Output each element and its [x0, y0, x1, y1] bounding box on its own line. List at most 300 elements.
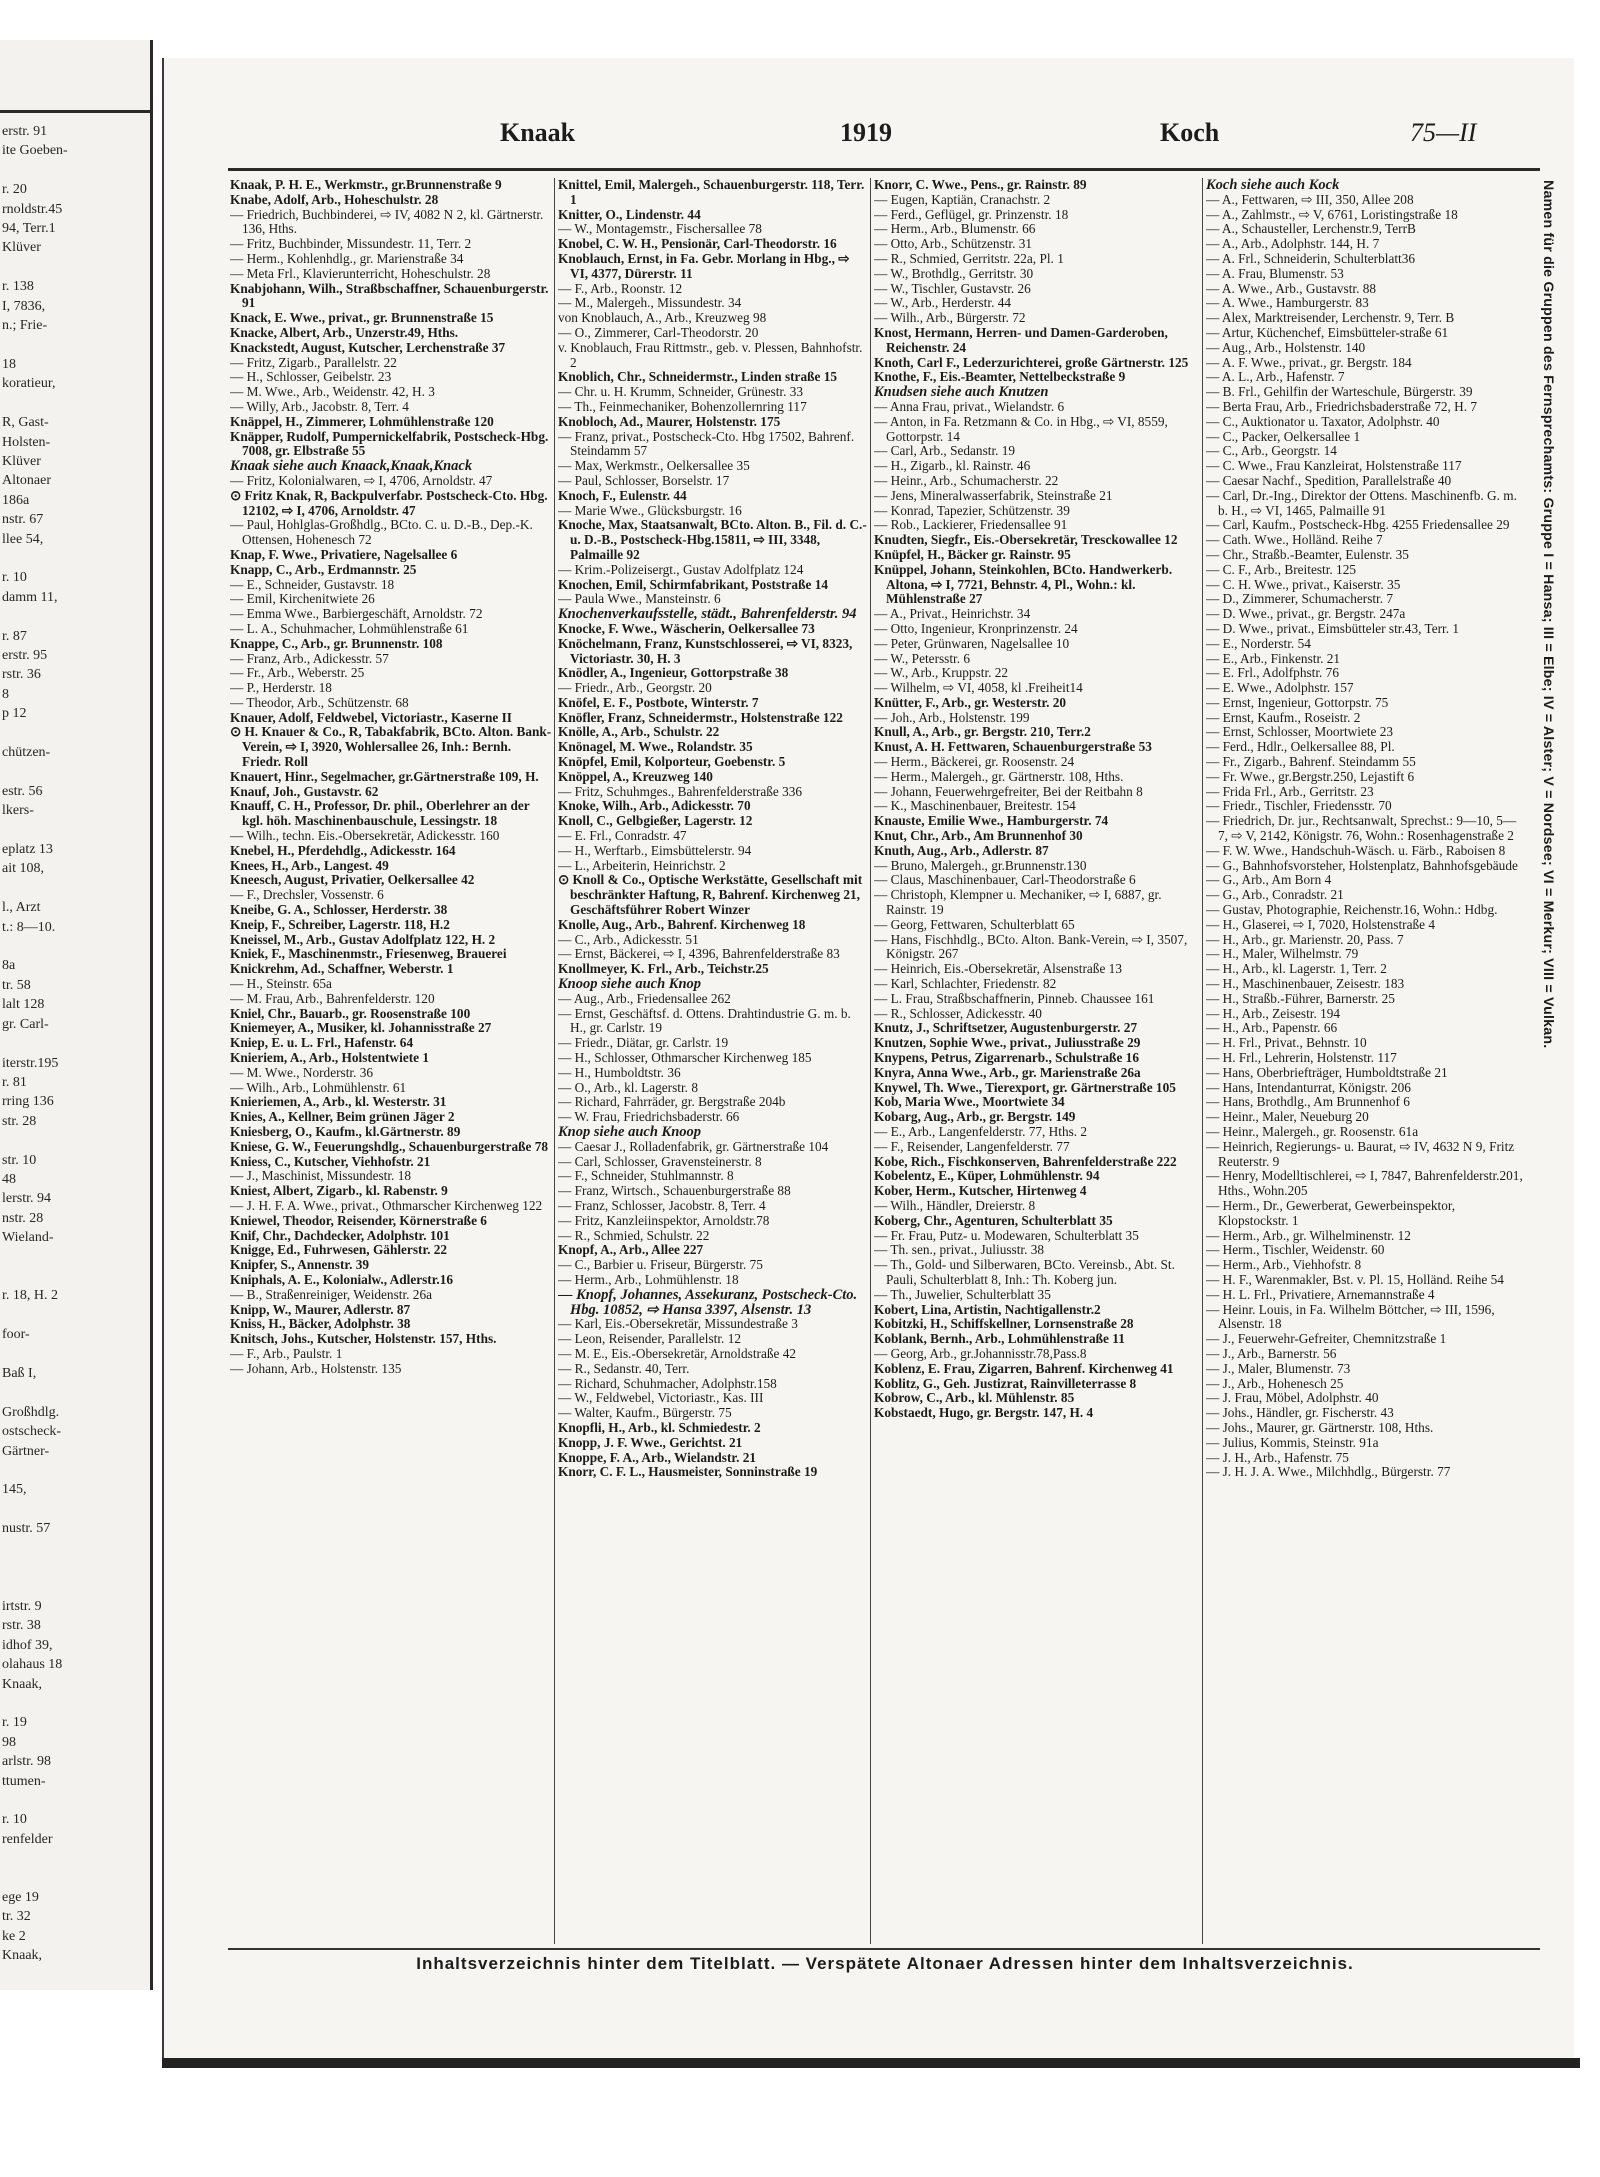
directory-entry: — H., Arb., gr. Marienstr. 20, Pass. 7	[1206, 931, 1404, 947]
directory-entry: — C., Barbier u. Friseur, Bürgerstr. 75	[558, 1257, 763, 1273]
directory-entry: — C., Auktionator u. Taxator, Adolphstr. 40	[1206, 413, 1440, 429]
directory-entry: — Th. sen., privat., Juliusstr. 38	[874, 1242, 1045, 1258]
previous-page-fragment: r. 87	[2, 628, 27, 644]
directory-entry: Knoke, Wilh., Arb., Adickesstr. 70	[558, 798, 751, 814]
previous-page-fragment: nstr. 28	[2, 1210, 44, 1226]
directory-entry: Koblenz, E. Frau, Zigarren, Bahrenf. Kirchenweg 41	[874, 1360, 1174, 1376]
directory-entry: — Krim.-Polizeisergt., Gustav Adolfplatz 124	[558, 561, 804, 577]
directory-entry: — L. Frau, Straßbschaffnerin, Pinneb. Chaussee 161	[874, 990, 1155, 1006]
header-year: 1919	[840, 118, 892, 147]
previous-page-fragment: ait 108,	[2, 861, 44, 877]
directory-entry: — Emma Wwe., Barbiergeschäft, Arnoldstr. 72	[230, 606, 483, 622]
directory-entry: — C. Wwe., Frau Kanzleirat, Holstenstraße 117	[1206, 458, 1462, 474]
directory-entry: Kobstaedt, Hugo, gr. Bergstr. 147, H. 4	[874, 1405, 1094, 1421]
directory-entry: — D., Zimmerer, Schumacherstr. 7	[1206, 591, 1394, 607]
previous-page-fragment: I, 7836,	[2, 298, 46, 314]
margin-note-text: Namen für die Gruppen des Fernsprechamts: Gruppe I = Hansa; III = Elbe; IV = Alster; V = Nordsee; VI = Merkur; VIII = Vulkan.	[1540, 180, 1556, 1049]
directory-entry: Knitsch, Johs., Kutscher, Holstenstr. 157, Hths.	[230, 1331, 497, 1347]
directory-entry: Knaak siehe auch Knaack,Knaak,Knack	[230, 458, 473, 475]
directory-entry: Kniel, Chr., Bauarb., gr. Roosenstraße 100	[230, 1005, 471, 1021]
directory-entry: Knust, A. H. Fettwaren, Schauenburgerstraße 53	[874, 739, 1152, 755]
previous-page-fragment: Gärtner-	[2, 1443, 50, 1459]
previous-page-fragment: r. 18, H. 2	[2, 1288, 58, 1304]
directory-entry: Knäppel, H., Zimmerer, Lohmühlenstraße 120	[230, 413, 494, 429]
directory-entry: — Ernst, Schlosser, Moortwiete 23	[1206, 724, 1394, 740]
directory-entry: — A., Zahlmstr., ⇨ V, 6761, Loristingstraße 18	[1206, 206, 1458, 222]
previous-page-fragment: erstr. 95	[2, 647, 48, 663]
directory-entry: — O., Zimmerer, Carl-Theodorstr. 20	[558, 324, 759, 340]
directory-entry: — P., Herderstr. 18	[230, 680, 332, 696]
previous-page-fragment: chützen-	[2, 745, 51, 760]
directory-entry: — Ernst, Ingenieur, Gottorpstr. 75	[1206, 694, 1389, 710]
directory-entry: ⊙ H. Knauer & Co., R, Tabakfabrik, BCto. Alton. Bank-Verein, ⇨ I, 3920, Wohlersallee 26, Inh.: Bernh. Friedr. Roll	[230, 724, 552, 770]
previous-page-fragment: tr. 58	[2, 977, 31, 993]
directory-entry: Knutz, J., Schriftsetzer, Augustenburgerstr. 27	[874, 1020, 1138, 1036]
previous-page-fragment: r. 81	[2, 1074, 27, 1090]
previous-page-fragment: Knaak,	[2, 1676, 43, 1692]
previous-page-fragment	[0, 879, 150, 898]
directory-entry: Knölle, A., Arb., Schulstr. 22	[558, 724, 720, 740]
directory-entry: — H., Humboldtstr. 36	[558, 1064, 681, 1080]
directory-entry: — J. H. F. A. Wwe., privat., Othmarscher Kirchenweg 122	[230, 1197, 543, 1213]
directory-entry: Knöfel, E. F., Postbote, Winterstr. 7	[558, 694, 759, 710]
directory-entry: — W., Arb., Kruppstr. 22	[874, 665, 1009, 681]
directory-entry: — J. Frau, Möbel, Adolphstr. 40	[1206, 1390, 1379, 1406]
directory-entry: — A., Privat., Heinrichstr. 34	[874, 606, 1031, 622]
directory-entry: — Heinrich, Regierungs- u. Baurat, ⇨ IV, 4632 N 9, Fritz Reuterstr. 9	[1206, 1138, 1515, 1169]
previous-page-fragment	[0, 258, 150, 277]
previous-page-fragment	[0, 1383, 150, 1402]
directory-entry: Knitter, O., Lindenstr. 44	[558, 206, 701, 222]
directory-entry: Knödler, A., Ingenieur, Gottorpstraße 38	[558, 665, 789, 681]
previous-page-fragments	[0, 122, 150, 1966]
directory-entry: Knoop siehe auch Knop	[558, 976, 702, 993]
directory-entry: Knyra, Anna Wwe., Arb., gr. Marienstraße 26a	[874, 1064, 1141, 1080]
footer-note: Inhaltsverzeichnis hinter dem Titelblatt. — Verspätete Altonaer Adressen hinter dem Inhaltsverzeichnis.	[416, 1954, 1354, 1973]
column-4	[1206, 178, 1524, 1944]
directory-entry: — E., Arb., Langenfelderstr. 77, Hths. 2	[874, 1124, 1088, 1139]
previous-page-fragment	[0, 1558, 150, 1577]
directory-entry: Knorr, C. F. L., Hausmeister, Sonninstraße 19	[558, 1464, 818, 1480]
directory-entry: — Herm., Arb., Lohmühlenstr. 18	[558, 1271, 739, 1287]
directory-entry: — Hans, Oberbriefträger, Humboldtstraße 21	[1206, 1064, 1448, 1080]
previous-page-fragment: lkers-	[2, 803, 34, 819]
directory-entry: Koberg, Chr., Agenturen, Schulterblatt 35	[874, 1212, 1113, 1228]
previous-page-fragment: Wieland-	[2, 1230, 54, 1246]
directory-entry: — Caesar J., Rolladenfabrik, gr. Gärtnerstraße 104	[558, 1138, 829, 1154]
directory-entry: Knothe, F., Eis.-Beamter, Nettelbeckstraße 9	[874, 369, 1126, 385]
previous-page-fragment	[0, 1577, 150, 1596]
directory-entry: — Julius, Kommis, Steinstr. 91a	[1206, 1434, 1379, 1450]
previous-page-fragment	[0, 335, 150, 354]
directory-entry: — J. H., Arb., Hafenstr. 75	[1206, 1449, 1349, 1465]
directory-entry: Knipp, W., Maurer, Adlerstr. 87	[230, 1301, 411, 1317]
previous-page-fragment: 94, Terr.1	[2, 221, 56, 237]
previous-page-fragment	[0, 1306, 150, 1325]
directory-entry: Knigge, Ed., Fuhrwesen, Gählerstr. 22	[230, 1242, 448, 1258]
directory-entry: — E. Wwe., Adolphstr. 157	[1206, 680, 1354, 696]
directory-entry: Kobrow, C., Arb., kl. Mühlenstr. 85	[874, 1390, 1075, 1406]
directory-entry: — M. Frau, Arb., Bahrenfelderstr. 120	[230, 990, 435, 1006]
previous-page-fragment: ege 19	[2, 1889, 39, 1905]
directory-entry: Knebel, H., Pferdehdlg., Adickesstr. 164	[230, 842, 456, 858]
directory-entry: ⊙ Fritz Knak, R, Backpulverfabr. Postscheck-Cto. Hbg. 12102, ⇨ I, 4706, Arnoldstr. 47	[230, 487, 548, 518]
previous-page-fragment: r. 20	[2, 182, 27, 198]
previous-page-fragment: rnoldstr.45	[2, 201, 63, 217]
previous-page-fragment	[0, 821, 150, 840]
previous-page-fragment: 145,	[2, 1482, 27, 1498]
directory-entry: — Chr. u. H. Krumm, Schneider, Grünestr. 33	[558, 384, 804, 400]
directory-entry: — Fritz, Kolonialwaren, ⇨ I, 4706, Arnoldstr. 47	[230, 472, 493, 488]
directory-entry: — C. H. Wwe., privat., Kaiserstr. 35	[1206, 576, 1401, 592]
directory-entry: — Anton, in Fa. Retzmann & Co. in Hbg., ⇨ VI, 8559, Gottorpstr. 14	[874, 413, 1168, 444]
directory-entry: — Herm., Arb., Blumenstr. 66	[874, 221, 1036, 237]
previous-page-fragment: Klüver	[2, 453, 41, 469]
directory-entry: Kniess, C., Kutscher, Viehhofstr. 21	[230, 1153, 431, 1169]
previous-page-fragment: r. 19	[2, 1715, 27, 1731]
directory-entry: Knäpper, Rudolf, Pumpernickelfabrik, Postscheck-Hbg. 7008, gr. Elbstraße 55	[230, 428, 549, 459]
directory-entry: — Heinr., Arb., Schumacherstr. 22	[874, 472, 1059, 488]
directory-entry: — W., Petersstr. 6	[874, 650, 971, 666]
previous-page-fragment: R, Gast-	[2, 415, 49, 431]
directory-entry: — Paul, Schlosser, Borselstr. 17	[558, 472, 730, 488]
directory-entry: Knauf, Joh., Gustavstr. 62	[230, 783, 379, 799]
directory-entry: — Rob., Lackierer, Friedensallee 91	[874, 517, 1068, 533]
directory-entry: — Fritz, Zigarb., Parallelstr. 22	[230, 354, 397, 370]
directory-entry: — C. F., Arb., Breitestr. 125	[1206, 561, 1357, 577]
directory-entry: — Carl, Kaufm., Postscheck-Hbg. 4255 Friedensallee 29	[1206, 517, 1510, 533]
previous-page-fragment: nustr. 57	[2, 1521, 51, 1537]
previous-page-fragment: Altonaer	[2, 473, 51, 489]
directory-entry: Kneibe, G. A., Schlosser, Herderstr. 38	[230, 902, 448, 918]
directory-entry: — M. Wwe., Arb., Weidenstr. 42, H. 3	[230, 384, 435, 400]
directory-entry: Knochenverkaufsstelle, städt., Bahrenfelderstr. 94	[558, 606, 857, 623]
previous-page-fragment	[0, 1034, 150, 1053]
directory-entry: — H. F., Warenmakler, Bst. v. Pl. 15, Holländ. Reihe 54	[1206, 1271, 1504, 1287]
directory-entry: — Herm., Tischler, Weidenstr. 60	[1206, 1242, 1385, 1258]
previous-page-fragment: p 12	[2, 706, 27, 722]
directory-entry: — K., Maschinenbauer, Breitestr. 154	[874, 798, 1076, 814]
directory-entry: Knypens, Petrus, Zigarrenarb., Schulstraße 16	[874, 1050, 1139, 1066]
directory-entry: — F., Drechsler, Vossenstr. 6	[230, 887, 384, 903]
directory-entry: — A., Schausteller, Lerchenstr.9, TerrB	[1206, 221, 1416, 237]
directory-entry: — Richard, Fahrräder, gr. Bergstraße 204b	[558, 1094, 786, 1110]
previous-page-fragment: irtstr. 9	[2, 1598, 42, 1614]
directory-entry: Knapp, C., Arb., Erdmannstr. 25	[230, 561, 417, 577]
directory-entry: — Knopf, Johannes, Assekuranz, Postscheck-Cto. Hbg. 10852, ⇨ Hansa 3397, Alsenstr. 13	[558, 1286, 858, 1318]
previous-page-fragment: olahaus 18	[2, 1657, 63, 1673]
directory-entry: — W., Montagemstr., Fischersallee 78	[558, 221, 762, 237]
directory-entry: — W., Arb., Herderstr. 44	[874, 295, 1012, 311]
directory-entry: — Franz, privat., Postscheck-Cto. Hbg 17502, Bahrenf. Steindamm 57	[558, 428, 855, 459]
directory-entry: Kniphals, A. E., Kolonialw., Adlerstr.16	[230, 1271, 454, 1287]
directory-entry: — R., Schmied, Gerritstr. 22a, Pl. 1	[874, 250, 1064, 266]
directory-entry: Kobelentz, E., Küper, Lohmühlenstr. 94	[874, 1168, 1100, 1184]
directory-entry: Knaak, P. H. E., Werkmstr., gr.Brunnenstraße 9	[230, 178, 502, 192]
directory-entry: — Willy, Arb., Jacobstr. 8, Terr. 4	[230, 398, 409, 414]
directory-entry: Knost, Hermann, Herren- und Damen-Garderoben, Reichenstr. 24	[874, 324, 1168, 355]
directory-entry: — W., Brothdlg., Gerritstr. 30	[874, 265, 1034, 281]
directory-entry: — Fritz, Buchbinder, Missundestr. 11, Terr. 2	[230, 236, 472, 252]
previous-page-fragment	[0, 1345, 150, 1364]
directory-entry: — Cath. Wwe., Holländ. Reihe 7	[1206, 532, 1383, 548]
directory-entry: Kobe, Rich., Fischkonserven, Bahrenfelderstraße 222	[874, 1153, 1177, 1169]
directory-entry: Knackstedt, August, Kutscher, Lerchenstraße 37	[230, 339, 506, 355]
directory-entry: — H., Steinstr. 65a	[230, 976, 332, 992]
directory-entry: — Eugen, Kaptiän, Cranachstr. 2	[874, 191, 1051, 207]
previous-page-fragment	[0, 1131, 150, 1150]
directory-entry: Knolle, Aug., Arb., Bahrenf. Kirchenweg 18	[558, 916, 806, 932]
directory-entry: — Th., Feinmechaniker, Bohenzollernring 117	[558, 398, 807, 414]
directory-entry: — R., Schmied, Schulstr. 22	[558, 1227, 710, 1243]
directory-entry: — F. W. Wwe., Handschuh-Wäsch. u. Färb., Raboisen 8	[1206, 842, 1506, 858]
directory-entry: Knöfler, Franz, Schneidermstr., Holstenstraße 122	[558, 709, 843, 725]
directory-entry: Knüppel, Johann, Steinkohlen, BCto. Handwerkerb. Altona, ⇨ I, 7721, Behnstr. 4, Pl., Wohn.: kl. Mühlenstraße 27	[874, 561, 1173, 607]
directory-entry: Knut, Chr., Arb., Am Brunnenhof 30	[874, 828, 1083, 844]
directory-entry: Kniesberg, O., Kaufm., kl.Gärtnerstr. 89	[230, 1124, 461, 1139]
directory-entry: — Georg, Fettwaren, Schulterblatt 65	[874, 916, 1075, 932]
directory-entry: Knopp, J. F. Wwe., Gerichtst. 21	[558, 1434, 743, 1450]
previous-page-fragment: damm 11,	[2, 589, 58, 605]
directory-entry: Knopfli, H., Arb., kl. Schmiedestr. 2	[558, 1419, 761, 1435]
previous-page-fragment: 186a	[2, 492, 30, 508]
directory-entry: — Henry, Modelltischlerei, ⇨ I, 7847, Bahrenfelderstr.201, Hths., Wohn.205	[1206, 1168, 1523, 1199]
directory-entry: Kneesch, August, Privatier, Oelkersallee 42	[230, 872, 475, 888]
directory-entry: — L. A., Schuhmacher, Lohmühlenstraße 61	[230, 620, 469, 636]
previous-page-fragment: str. 28	[2, 1113, 37, 1129]
previous-page-fragment	[0, 394, 150, 413]
directory-entry: Knickrehm, Ad., Schaffner, Weberstr. 1	[230, 961, 454, 977]
directory-entry: Knollmeyer, K. Frl., Arb., Teichstr.25	[558, 961, 769, 977]
directory-entry: — Fritz, Kanzleiinspektor, Arnoldstr.78	[558, 1212, 770, 1228]
directory-entry: — A., Fettwaren, ⇨ III, 350, Allee 208	[1206, 191, 1414, 207]
previous-page-fragment: arlstr. 98	[2, 1754, 51, 1770]
directory-entry: — J., Maschinist, Missundestr. 18	[230, 1168, 411, 1184]
directory-entry: Knoll, C., Gelbgießer, Lagerstr. 12	[558, 813, 753, 829]
directory-entry: — Friedrich, Dr. jur., Rechtsanwalt, Sprechst.: 9—10, 5—7, ⇨ V, 2142, Königstr. 76, Wohn.: Rosenhagenstraße 2	[1206, 813, 1517, 844]
directory-entry: — Herm., Malergeh., gr. Gärtnerstr. 108, Hths.	[874, 768, 1124, 784]
previous-page-fragment	[0, 762, 150, 781]
directory-entry: — Hans, Brothdlg., Am Brunnenhof 6	[1206, 1094, 1410, 1110]
directory-entry: Knoch, F., Eulenstr. 44	[558, 487, 687, 503]
previous-page-fragment: Großhdlg.	[2, 1404, 60, 1420]
directory-entry: — Heinr., Malergeh., gr. Roosenstr. 61a	[1206, 1124, 1419, 1139]
directory-entry: — H., Straßb.-Führer, Barnerstr. 25	[1206, 990, 1395, 1006]
directory-entry: Kniek, F., Maschinenmstr., Friesenweg, Brauerei	[230, 946, 507, 962]
directory-entry: — Aug., Arb., Friedensallee 262	[558, 990, 731, 1006]
previous-page-fragment: Baß I,	[2, 1366, 37, 1381]
directory-entry: Koblitz, G., Geh. Justizrat, Rainvilleterrasse 8	[874, 1375, 1137, 1391]
directory-entry: von Knoblauch, A., Arb., Kreuzweg 98	[558, 310, 767, 326]
previous-page-fragment: nstr. 67	[2, 512, 44, 528]
previous-page-fragment: ite Goeben-	[2, 143, 68, 159]
directory-entry: — B. Frl., Gehilfin der Warteschule, Bürgerstr. 39	[1206, 384, 1473, 400]
running-header	[230, 118, 1540, 158]
directory-entry: — Wilh., Arb., Lohmühlenstr. 61	[230, 1079, 407, 1095]
directory-entry: — Konrad, Tapezier, Schützenstr. 39	[874, 502, 1070, 518]
directory-entry: — O., Arb., kl. Lagerstr. 8	[558, 1079, 698, 1095]
directory-entry: — Christoph, Klempner u. Mechaniker, ⇨ I, 6887, gr. Rainstr. 19	[874, 887, 1162, 918]
directory-entry: — Ferd., Geflügel, gr. Prinzenstr. 18	[874, 206, 1069, 222]
directory-entry: — H., Maschinenbauer, Zeisestr. 183	[1206, 976, 1405, 992]
directory-entry: Knieriemen, A., Arb., kl. Westerstr. 31	[230, 1094, 447, 1110]
directory-entry: — Franz, Wirtsch., Schauenburgerstraße 88	[558, 1183, 791, 1199]
directory-entry: Knutzen, Sophie Wwe., privat., Juliusstraße 29	[874, 1035, 1141, 1051]
directory-entry: — H., Maler, Wilhelmstr. 79	[1206, 946, 1359, 962]
previous-page-fragment	[0, 161, 150, 180]
previous-page-fragment: 98	[2, 1734, 16, 1750]
directory-entry: — W. Frau, Friedrichsbaderstr. 66	[558, 1109, 740, 1125]
directory-entry: Kneissel, M., Arb., Gustav Adolfplatz 122, H. 2	[230, 931, 496, 947]
directory-entry: — H., Werftarb., Eimsbüttelerstr. 94	[558, 842, 752, 858]
directory-entry: — Claus, Maschinenbauer, Carl-Theodorstraße 6	[874, 872, 1136, 888]
directory-entry: — Th., Gold- und Silberwaren, BCto. Vereinsb., Abt. St. Pauli, Schulterblatt 8, Inh.: Th. Koberg jun.	[874, 1257, 1175, 1287]
directory-entry: Knauff, C. H., Professor, Dr. phil., Oberlehrer an der kgl. höh. Maschinenbauschule, Lessingstr. 18	[230, 798, 530, 829]
previous-page-fragment: llee 54,	[2, 531, 44, 547]
directory-entry: — Hans, Fischhdlg., BCto. Alton. Bank-Verein, ⇨ I, 3507, Königstr. 267	[874, 931, 1188, 962]
directory-entry: Kniese, G. W., Feuerungshdlg., Schauenburgerstraße 78	[230, 1138, 549, 1154]
directory-entry: — Theodor, Arb., Schützenstr. 68	[230, 694, 409, 710]
directory-entry: — H., Arb., Zeisestr. 194	[1206, 1005, 1341, 1021]
previous-page-fragment: Klüver	[2, 240, 41, 256]
directory-entry: — A., Arb., Adolphstr. 144, H. 7	[1206, 236, 1380, 252]
directory-entry: — A. Wwe., Hamburgerstr. 83	[1206, 295, 1369, 311]
directory-entry: — H., Schlosser, Othmarscher Kirchenweg 185	[558, 1050, 812, 1066]
directory-entry: Knauste, Emilie Wwe., Hamburgerstr. 74	[874, 813, 1109, 829]
directory-entry: — G., Bahnhofsvorsteher, Holstenplatz, Bahnhofsgebäude	[1206, 857, 1518, 873]
directory-entry: Knüpfel, H., Bäcker gr. Rainstr. 95	[874, 546, 1071, 562]
previous-page-fragment: rstr. 38	[2, 1618, 41, 1634]
directory-entry: — H. Frl., Privat., Behnstr. 10	[1206, 1035, 1367, 1051]
column-3	[874, 178, 1200, 1944]
directory-entry: — H. Frl., Lehrerin, Holstenstr. 117	[1206, 1050, 1397, 1066]
directory-entry: Knap, F. Wwe., Privatiere, Nagelsallee 6	[230, 546, 458, 562]
previous-page-fragment	[0, 1248, 150, 1267]
previous-page-fragment: lalt 128	[2, 997, 45, 1013]
directory-entry: Knoche, Max, Staatsanwalt, BCto. Alton. B., Fil. d. C.- u. D.-B., Postscheck-Hbg.15811, ⇨ III, 3348, Palmaille 92	[558, 517, 867, 562]
directory-entry: Knies, A., Kellner, Beim grünen Jäger 2	[230, 1109, 455, 1125]
directory-entry: — Alex, Marktreisender, Lerchenstr. 9, Terr. B	[1206, 310, 1455, 326]
directory-entry: — Johs., Händler, gr. Fischerstr. 43	[1206, 1405, 1394, 1421]
directory-entry: — Wilh., Arb., Bürgerstr. 72	[874, 310, 1026, 326]
previous-page-fragment	[0, 1539, 150, 1558]
directory-entry: — F., Reisender, Langenfelderstr. 77	[874, 1138, 1070, 1154]
column-divider	[870, 178, 871, 1944]
directory-entry: — L., Arbeiterin, Heinrichstr. 2	[558, 857, 726, 873]
directory-entry: — Walter, Kaufm., Bürgerstr. 75	[558, 1405, 732, 1421]
previous-page-fragment: n.; Frie-	[2, 318, 48, 334]
directory-entry: — Paul, Hohlglas-Großhdlg., BCto. C. u. D.-B., Dep.-K. Ottensen, Hohenesch 72	[230, 517, 533, 548]
directory-entry: — J., Arb., Hohenesch 25	[1206, 1375, 1344, 1391]
directory-entry: — Herm., Kohlenhdlg., gr. Marienstraße 34	[230, 250, 464, 266]
directory-entry: — W., Feldwebel, Victoriastr., Kas. III	[558, 1390, 764, 1406]
directory-entry: Knütter, F., Arb., gr. Westerstr. 20	[874, 694, 1067, 710]
directory-entry: — Herm., Dr., Gewerberat, Gewerbeinspektor, Klopstockstr. 1	[1206, 1197, 1456, 1228]
directory-entry: Knees, H., Arb., Langest. 49	[230, 857, 389, 873]
previous-page-fragment: ttumen-	[2, 1773, 46, 1789]
directory-entry: — Jens, Mineralwasserfabrik, Steinstraße 21	[874, 487, 1113, 503]
directory-entry: Knif, Chr., Dachdecker, Adolphstr. 101	[230, 1227, 450, 1243]
directory-entry: — A. Frl., Schneiderin, Schulterblatt36	[1206, 250, 1416, 266]
directory-entry: Knocke, F. Wwe., Wäscherin, Oelkersallee 73	[558, 620, 815, 636]
directory-entry: — E., Norderstr. 54	[1206, 635, 1311, 651]
previous-page-fragment	[0, 724, 150, 743]
directory-entry: ⊙ Knoll & Co., Optische Werkstätte, Gesellschaft mit beschränkter Haftung, R, Bahrenf. Kirchenweg 21, Geschäftsführer Robert Winzer	[558, 872, 863, 918]
header-last-name: Koch	[1160, 118, 1220, 147]
previous-page-fragment: ke 2	[2, 1928, 26, 1944]
directory-entry: Knieriem, A., Arb., Holstentwiete 1	[230, 1050, 430, 1066]
directory-entry: — G., Arb., Conradstr. 21	[1206, 887, 1344, 903]
directory-entry: Kniss, H., Bäcker, Adolphstr. 38	[230, 1316, 411, 1332]
directory-entry: Kober, Herm., Kutscher, Hirtenweg 4	[874, 1183, 1087, 1199]
directory-entry: Knorr, C. Wwe., Pens., gr. Rainstr. 89	[874, 178, 1087, 192]
directory-entry: — F., Arb., Roonstr. 12	[558, 280, 683, 296]
directory-entry: — A. Wwe., Arb., Gustavstr. 88	[1206, 280, 1377, 296]
directory-entry: — C., Arb., Adickesstr. 51	[558, 931, 699, 947]
previous-page-fragment: rstr. 36	[2, 667, 41, 683]
previous-page-fragment: r. 10	[2, 570, 27, 586]
previous-page-fragment: tr. 32	[2, 1909, 31, 1925]
directory-entry: — Karl, Schlachter, Friedenstr. 82	[874, 976, 1057, 992]
directory-entry: Knönagel, M. Wwe., Rolandstr. 35	[558, 739, 753, 755]
directory-entry: — H., Arb., Papenstr. 66	[1206, 1020, 1338, 1036]
directory-entry: Knochen, Emil, Schirmfabrikant, Poststraße 14	[558, 576, 829, 592]
directory-entry: Knudten, Siegfr., Eis.-Obersekretär, Tresckowallee 12	[874, 532, 1178, 548]
directory-entry: — Johann, Arb., Holstenstr. 135	[230, 1360, 402, 1376]
directory-entry: — R., Sedanstr. 40, Terr.	[558, 1360, 690, 1376]
previous-page-fragment: Holsten-	[2, 434, 51, 450]
directory-entry: — M., Malergeh., Missundestr. 34	[558, 295, 742, 311]
previous-page-fragment	[0, 549, 150, 568]
directory-entry: — C., Arb., Georgstr. 14	[1206, 443, 1337, 459]
directory-entry: Knöchelmann, Franz, Kunstschlosserei, ⇨ VI, 8323, Victoriastr. 30, H. 3	[558, 635, 853, 666]
previous-page-fragment: r. 138	[2, 279, 34, 295]
page-number: 75—II	[1410, 118, 1477, 147]
directory-entry: Knauer, Adolf, Feldwebel, Victoriastr., Kaserne II	[230, 709, 512, 725]
directory-entry: Koch siehe auch Kock	[1206, 178, 1340, 193]
directory-entry: — Franz, Arb., Adickesstr. 57	[230, 650, 389, 666]
directory-entry: Koblank, Bernh., Arb., Lohmühlenstraße 11	[874, 1331, 1125, 1347]
previous-page-fragment	[0, 1267, 150, 1286]
directory-entry: Knack, E. Wwe., privat., gr. Brunnenstraße 15	[230, 310, 494, 326]
directory-entry: Knull, A., Arb., gr. Bergstr. 210, Terr.2	[874, 724, 1091, 740]
directory-entry: — Ernst, Bäckerei, ⇨ I, 4396, Bahrenfelderstraße 83	[558, 946, 840, 962]
directory-entry: — Herm., Arb., gr. Wilhelminenstr. 12	[1206, 1227, 1411, 1243]
directory-entry: Knöpfel, Emil, Kolporteur, Goebenstr. 5	[558, 754, 786, 770]
previous-page-fragment	[0, 1500, 150, 1519]
previous-page-fragment: str. 10	[2, 1152, 37, 1168]
directory-entry: — Otto, Arb., Schützenstr. 31	[874, 236, 1033, 252]
previous-page-fragment: foor-	[2, 1327, 30, 1343]
directory-entry: — Caesar Nachf., Spedition, Parallelstraße 40	[1206, 472, 1452, 488]
directory-entry: Knobloch, Ad., Maurer, Holstenstr. 175	[558, 413, 781, 429]
directory-entry: Knittel, Emil, Malergeh., Schauenburgerstr. 118, Terr. 1	[558, 178, 865, 207]
previous-page-fragment: t.: 8—10.	[2, 919, 56, 935]
directory-entry: — Herm., Bäckerei, gr. Roosenstr. 24	[874, 754, 1075, 770]
directory-entry: — Ernst, Geschäftsf. d. Ottens. Drahtindustrie G. m. b. H., gr. Carlstr. 19	[558, 1005, 851, 1036]
previous-page-fragment: rring 136	[2, 1094, 54, 1110]
directory-entry: — Carl, Dr.-Ing., Direktor der Ottens. Maschinenfb. G. m. b. H., ⇨ VI, 1465, Palmaille 91	[1206, 487, 1517, 518]
directory-entry: v. Knoblauch, Frau Rittmstr., geb. v. Plessen, Bahnhofstr. 2	[558, 339, 863, 370]
previous-page-rule	[0, 110, 150, 113]
directory-entry: Knop siehe auch Knoop	[558, 1124, 702, 1140]
directory-entry: — Leon, Reisender, Parallelstr. 12	[558, 1331, 741, 1347]
previous-page-fragment: 48	[2, 1171, 16, 1187]
directory-entry: — C., Packer, Oelkersallee 1	[1206, 428, 1361, 444]
directory-entry: — Peter, Grünwaren, Nagelsallee 10	[874, 635, 1070, 651]
directory-entry: — J. H. J. A. Wwe., Milchhdlg., Bürgerstr. 77	[1206, 1464, 1451, 1480]
directory-entry: — Johs., Maurer, gr. Gärtnerstr. 108, Hths.	[1206, 1419, 1434, 1435]
